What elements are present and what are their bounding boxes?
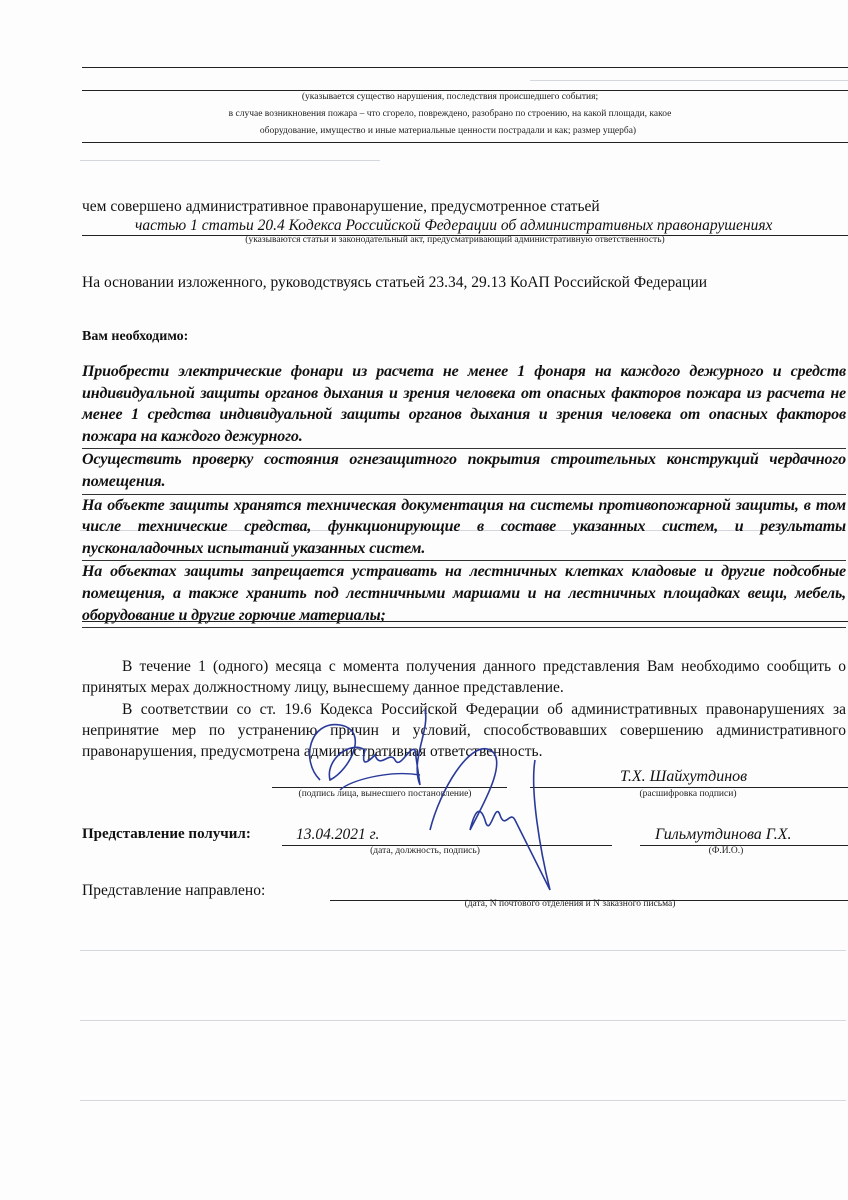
requirements-list xyxy=(82,361,846,628)
requirements-heading: Вам необходимо: xyxy=(82,329,189,344)
bleed-through-line xyxy=(80,160,380,161)
fill-line xyxy=(82,90,848,91)
requirement-item: На объекте защиты хранятся техническая документация на системы противопожарной защиты, в том числе технические средства, функционирующие в составе указанных систем, и результаты пусконаладочных испытаний указанных систем. xyxy=(82,495,846,562)
violation-article: частью 1 статьи 20.4 Кодекса Российской Федерации об административных правонарушениях xyxy=(135,217,773,234)
caption: (подпись лица, вынесшего постановление) xyxy=(298,789,472,799)
issuer-name: Т.Х. Шайхутдинов xyxy=(620,768,748,785)
caption: оборудование, имущество и иные материальные ценности пострадали и как; размер ущерба) xyxy=(259,126,637,136)
bleed-through-line xyxy=(530,80,848,81)
caption: (дата, должность, подпись) xyxy=(370,846,480,856)
notice-paragraph: В соответствии со ст. 19.6 Кодекса Российской Федерации об административных правонарушениях за непринятие мер по устранению причин и условий, способствовавших совершению административного правонарушения, предусмотрена административная ответственность. xyxy=(82,700,846,761)
caption: (указывается существо нарушения, последствия происшедшего события; xyxy=(301,92,599,102)
recipient-name: Гильмутдинова Г.Х. xyxy=(655,826,792,843)
caption: (расшифровка подписи) xyxy=(639,789,737,799)
caption: (дата, N почтового отделения и N заказного письма) xyxy=(464,899,676,909)
caption: (указываются статьи и законодательный акт, предусматривающий административную ответственность) xyxy=(245,235,665,245)
requirement-item: Приобрести электрические фонари из расчета не менее 1 фонаря на каждого дежурного и средств индивидуальной защиты органов дыхания и зрения человека от опасных факторов пожара из расчета не менее 1 средства индивидуальной защиты органов дыхания и зрения человека от опасных факторов пожара на каждого дежурного. xyxy=(82,361,846,449)
requirement-item: Осуществить проверку состояния огнезащитного покрытия строительных конструкций чердачного помещения. xyxy=(82,449,846,494)
bleed-through-line xyxy=(80,1100,846,1101)
fill-line xyxy=(82,67,848,68)
sent-label: Представление направлено: xyxy=(82,882,266,899)
violation-intro: чем совершено административное правонарушение, предусмотренное статьей xyxy=(82,198,600,215)
name-line xyxy=(640,845,848,846)
received-label: Представление получил: xyxy=(82,826,251,842)
received-date: 13.04.2021 г. xyxy=(296,826,380,843)
bleed-through-line xyxy=(80,1020,846,1021)
fill-line xyxy=(82,142,848,143)
bleed-through-line xyxy=(80,950,846,951)
handwritten-signatures xyxy=(280,700,600,900)
notice-paragraph: В течение 1 (одного) месяца с момента получения данного представления Вам необходимо сообщить о принятых мерах должностному лицу, вынесшему данное представление. xyxy=(82,658,846,697)
basis-text: На основании изложенного, руководствуясь статьей 23.34, 29.13 КоАП Российской Федерации xyxy=(82,274,708,291)
requirement-item: На объектах защиты запрещается устраивать на лестничных клетках кладовые и другие подсобные помещения, а также хранить под лестничными маршами и на лестничных площадках вещи, мебель, оборудование и другие горючие материалы; xyxy=(82,561,846,628)
caption: в случае возникновения пожара – что сгорело, повреждено, разобрано по строению, на какой площади, какое xyxy=(228,109,672,119)
fill-line xyxy=(82,621,848,622)
caption: (Ф.И.О.) xyxy=(708,846,744,856)
recipient-signature xyxy=(430,749,550,890)
